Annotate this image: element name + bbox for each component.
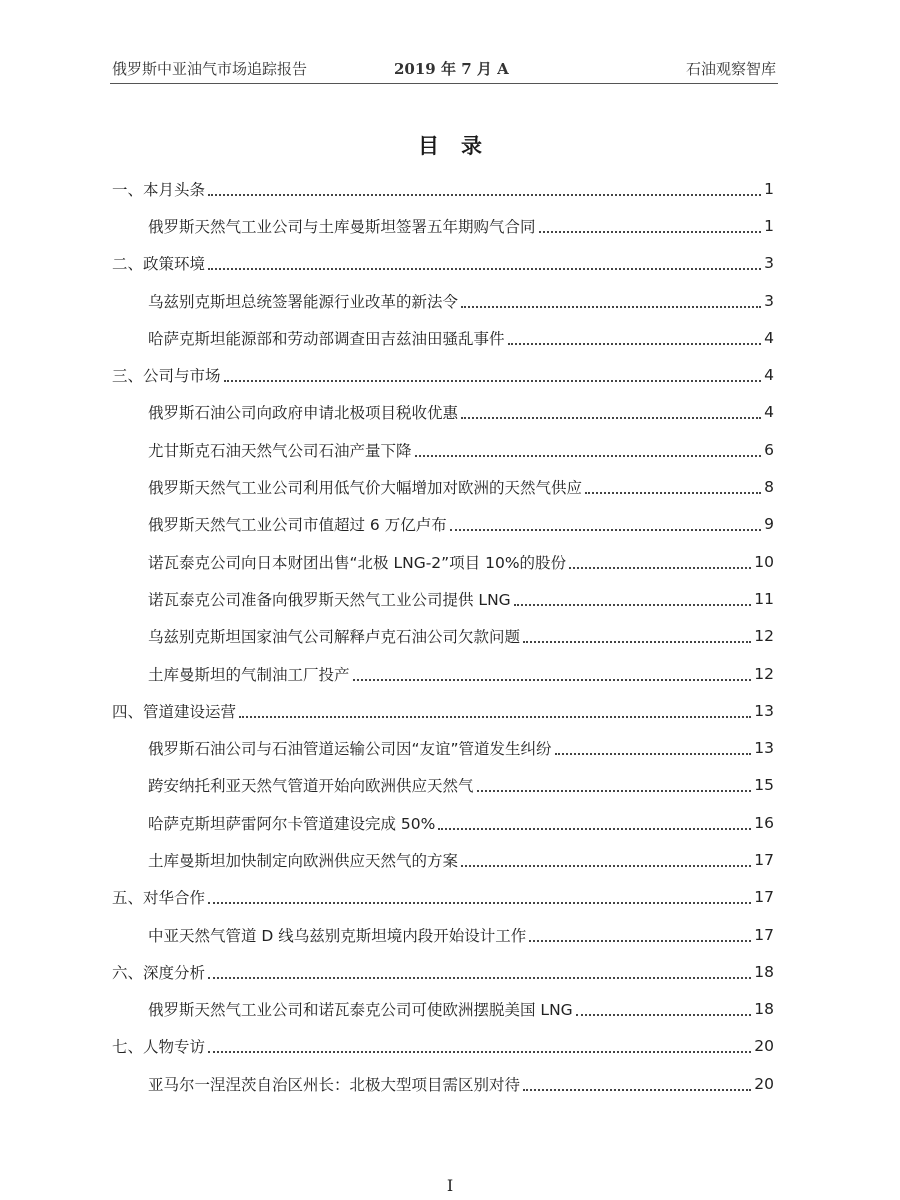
toc-dot-leader (353, 679, 752, 681)
toc-entry-page: 3 (764, 254, 774, 273)
toc-subentry[interactable] (112, 207, 774, 244)
toc-dot-leader (585, 492, 761, 494)
toc-section-entry[interactable] (112, 953, 774, 990)
toc-entry-page: 17 (754, 850, 774, 869)
toc-dot-leader (508, 343, 761, 345)
toc-subentry[interactable] (112, 991, 774, 1028)
toc-dot-leader (523, 641, 751, 643)
toc-section-entry[interactable] (112, 170, 774, 207)
toc-dot-leader (208, 1051, 751, 1053)
toc-subentry[interactable] (112, 580, 774, 617)
toc-entry-label: 三、公司与市场 (112, 367, 221, 386)
toc-entry-label: 尤甘斯克石油天然气公司石油产量下降 (148, 441, 412, 460)
toc-title: 目录 (418, 134, 504, 158)
header-issue-date: 2019 年 7 月 A (394, 60, 509, 78)
toc-entry-page: 18 (754, 1000, 774, 1019)
toc-entry-page: 6 (764, 440, 774, 459)
toc-entry-page: 4 (764, 328, 774, 347)
toc-entry-page: 1 (764, 216, 774, 235)
toc-entry-label: 俄罗斯天然气工业公司与土库曼斯坦签署五年期购气合同 (148, 217, 536, 236)
toc-dot-leader (461, 306, 761, 308)
toc-section-entry[interactable] (112, 879, 774, 916)
toc-dot-leader (461, 865, 751, 867)
toc-dot-leader (529, 940, 751, 942)
toc-dot-leader (569, 567, 751, 569)
toc-entry-page: 17 (754, 925, 774, 944)
toc-subentry[interactable] (112, 655, 774, 692)
toc-section-entry[interactable] (112, 1028, 774, 1065)
header-publisher: 石油观察智库 (685, 60, 776, 78)
toc-entry-page: 12 (754, 664, 774, 683)
toc-subentry[interactable] (112, 394, 774, 431)
toc-dot-leader (514, 604, 752, 606)
toc-entry-page: 17 (754, 888, 774, 907)
toc-subentry[interactable] (112, 841, 774, 878)
toc-entry-label: 七、人物专访 (112, 1038, 206, 1057)
toc-entry-page: 1 (764, 179, 774, 198)
toc-subentry[interactable] (112, 319, 774, 356)
toc-entry-page: 20 (754, 1074, 774, 1093)
toc-entry-label: 俄罗斯天然气工业公司利用低气价大幅增加对欧洲的天然气供应 (148, 479, 583, 498)
toc-entry-label: 亚马尔一涅涅茨自治区州长：北极大型项目需区别对待 (148, 1075, 521, 1094)
toc-subentry[interactable] (112, 804, 774, 841)
toc-entry-label: 土库曼斯坦加快制定向欧洲供应天然气的方案 (148, 851, 459, 870)
toc-entry-page: 13 (754, 739, 774, 758)
toc-dot-leader (224, 380, 761, 382)
toc-dot-leader (208, 902, 751, 904)
toc-entry-page: 20 (754, 1037, 774, 1056)
toc-dot-leader (555, 753, 752, 755)
toc-entry-label: 四、管道建设运营 (112, 702, 237, 721)
toc-subentry[interactable] (112, 506, 774, 543)
toc-entry-label: 俄罗斯石油公司向政府申请北极项目税收优惠 (148, 404, 459, 423)
toc-subentry[interactable] (112, 543, 774, 580)
toc-section-entry[interactable] (112, 692, 774, 729)
toc-subentry[interactable] (112, 729, 774, 766)
toc-entry-label: 诺瓦泰克公司准备向俄罗斯天然气工业公司提供 LNG (148, 590, 511, 609)
toc-entry-page: 18 (754, 962, 774, 981)
toc-entry-page: 13 (754, 701, 774, 720)
toc-entry-label: 六、深度分析 (112, 963, 206, 982)
toc-section-entry[interactable] (112, 245, 774, 282)
toc-entry-label: 哈萨克斯坦萨雷阿尔卡管道建设完成 50% (148, 814, 436, 833)
toc-subentry[interactable] (112, 767, 774, 804)
toc-entry-label: 俄罗斯石油公司与石油管道运输公司因“友谊”管道发生纠纷 (148, 740, 552, 759)
toc-entry-label: 诺瓦泰克公司向日本财团出售“北极 LNG-2”项目 10%的股份 (148, 553, 567, 572)
toc-entry-label: 俄罗斯天然气工业公司市值超过 6 万亿卢布 (148, 516, 447, 535)
toc-dot-leader (208, 977, 751, 979)
toc-entry-label: 乌兹别克斯坦国家油气公司解释卢克石油公司欠款问题 (148, 628, 521, 647)
toc-entry-label: 乌兹别克斯坦总统签署能源行业改革的新法令 (148, 292, 459, 311)
toc-dot-leader (539, 231, 761, 233)
toc-entry-page: 3 (764, 291, 774, 310)
toc-dot-leader (450, 529, 761, 531)
toc-entry-label: 俄罗斯天然气工业公司和诺瓦泰克公司可使欧洲摆脱美国 LNG (148, 1001, 573, 1020)
toc-dot-leader (438, 828, 751, 830)
toc-dot-leader (523, 1089, 751, 1091)
toc-entry-label: 哈萨克斯坦能源部和劳动部调查田吉兹油田骚乱事件 (148, 329, 505, 348)
toc-entry-label: 跨安纳托利亚天然气管道开始向欧洲供应天然气 (148, 777, 474, 796)
toc-entry-label: 中亚天然气管道 D 线乌兹别克斯坦境内段开始设计工作 (148, 926, 527, 945)
toc-dot-leader (477, 790, 752, 792)
toc-subentry[interactable] (112, 916, 774, 953)
toc-entry-label: 二、政策环境 (112, 255, 206, 274)
toc-subentry[interactable] (112, 282, 774, 319)
toc-entry-page: 16 (754, 813, 774, 832)
toc-entry-page: 12 (754, 627, 774, 646)
toc-entry-label: 一、本月头条 (112, 180, 206, 199)
toc-subentry[interactable] (112, 618, 774, 655)
toc-dot-leader (576, 1014, 752, 1016)
toc-entry-page: 9 (764, 515, 774, 534)
toc-dot-leader (208, 194, 761, 196)
toc-dot-leader (415, 455, 761, 457)
toc-entry-page: 10 (754, 552, 774, 571)
toc-entry-page: 4 (764, 366, 774, 385)
toc-entry-label: 五、对华合作 (112, 889, 206, 908)
toc-dot-leader (461, 417, 761, 419)
toc-section-entry[interactable] (112, 356, 774, 393)
table-of-contents (112, 170, 774, 1102)
toc-dot-leader (208, 268, 761, 270)
toc-dot-leader (239, 716, 751, 718)
header-report-title: 俄罗斯中亚油气市场追踪报告 (112, 60, 308, 78)
toc-entry-page: 15 (754, 776, 774, 795)
toc-subentry[interactable] (112, 431, 774, 468)
toc-subentry[interactable] (112, 468, 774, 505)
toc-entry-page: 11 (754, 589, 774, 608)
toc-entry-label: 土库曼斯坦的气制油工厂投产 (148, 665, 350, 684)
toc-subentry[interactable] (112, 1065, 774, 1102)
toc-entry-page: 8 (764, 478, 774, 497)
toc-entry-page: 4 (764, 403, 774, 422)
header-rule (110, 83, 778, 84)
running-header (112, 58, 776, 82)
footer-page-number: I (446, 1176, 454, 1195)
